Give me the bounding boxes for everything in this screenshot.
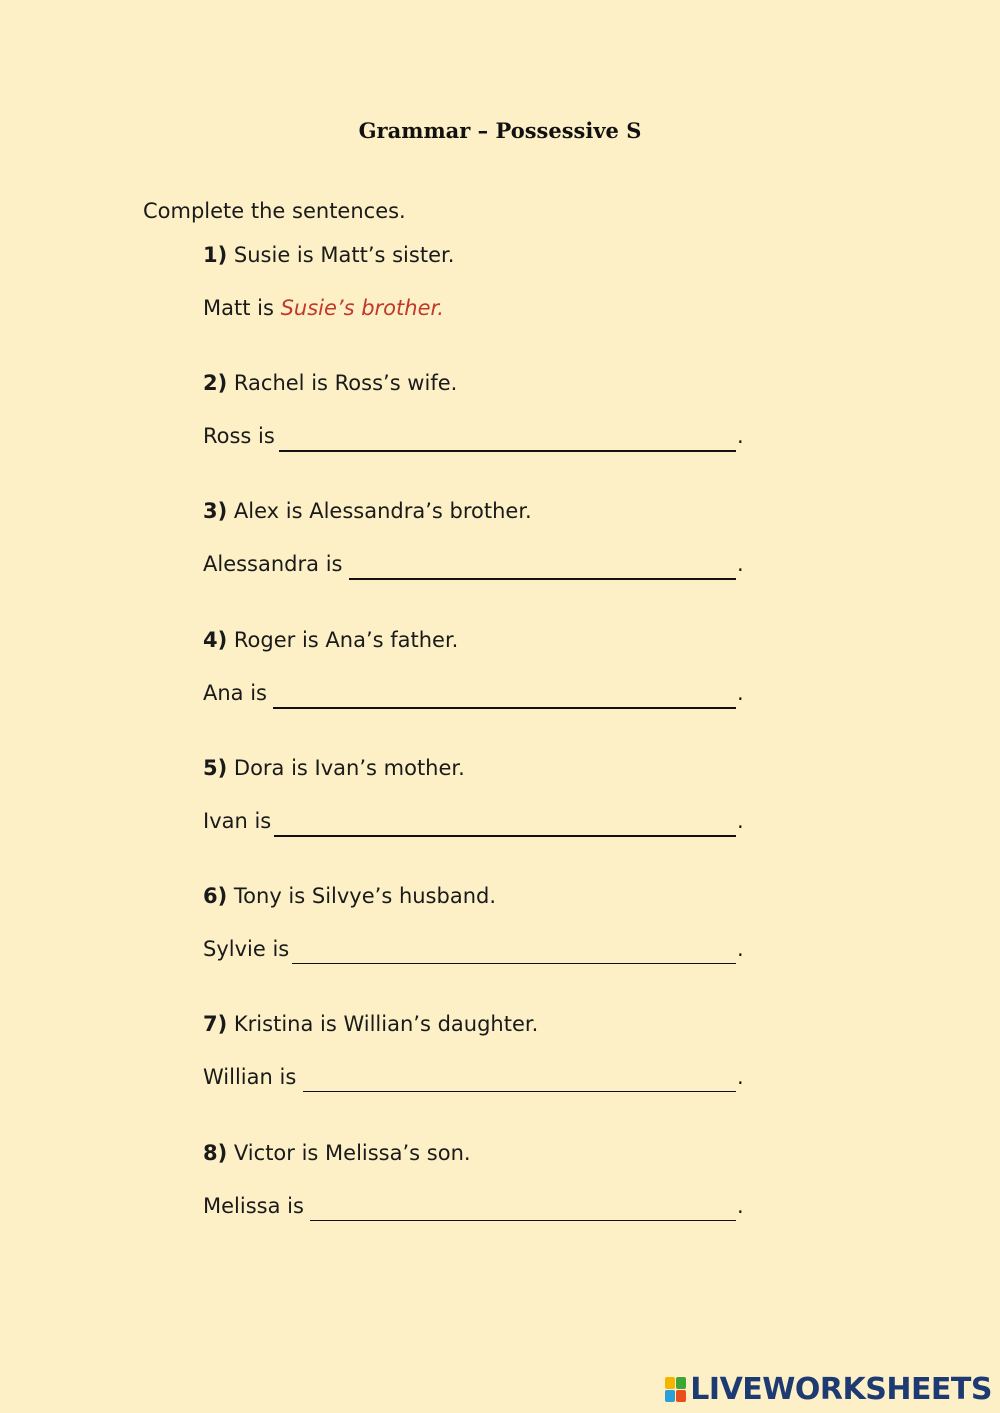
logo-tile-1 bbox=[665, 1377, 675, 1389]
question-sentence: Rachel is Ross’s wife. bbox=[233, 371, 458, 395]
sentence-period: . bbox=[737, 809, 744, 833]
question-sentence: Victor is Melissa’s son. bbox=[233, 1141, 471, 1165]
question-number: 7) bbox=[203, 1012, 228, 1036]
question-sentence: Roger is Ana’s father. bbox=[233, 628, 459, 652]
question-number: 1) bbox=[203, 243, 228, 267]
sentence-period: . bbox=[737, 424, 744, 448]
question-sentence: Susie is Matt’s sister. bbox=[233, 243, 455, 267]
page-title: Grammar – Possessive S bbox=[358, 118, 642, 143]
answer-input-5[interactable] bbox=[274, 810, 736, 836]
logo-tile-4 bbox=[676, 1390, 686, 1402]
answer-input-4[interactable] bbox=[273, 682, 736, 708]
answer-prompt-6: Sylvie is bbox=[203, 937, 290, 961]
question-4 bbox=[203, 628, 458, 652]
answer-input-7[interactable] bbox=[303, 1066, 736, 1092]
question-5 bbox=[203, 756, 465, 780]
question-sentence: Dora is Ivan’s mother. bbox=[233, 756, 465, 780]
liveworksheets-logo-icon bbox=[665, 1377, 686, 1402]
question-number: 3) bbox=[203, 499, 228, 523]
question-number: 5) bbox=[203, 756, 228, 780]
question-2 bbox=[203, 371, 457, 395]
sentence-period: . bbox=[737, 1194, 744, 1218]
sentence-period: . bbox=[737, 1065, 744, 1089]
instructions: Complete the sentences. bbox=[143, 199, 406, 223]
answer-input-6[interactable] bbox=[292, 938, 736, 964]
question-6 bbox=[203, 884, 496, 908]
answer-input-3[interactable] bbox=[349, 553, 736, 579]
answer-prompt-5: Ivan is bbox=[203, 809, 272, 833]
question-number: 2) bbox=[203, 371, 228, 395]
example-answer: Susie’s brother. bbox=[280, 296, 444, 320]
answer-prompt-7: Willian is bbox=[203, 1065, 297, 1089]
liveworksheets-brand bbox=[665, 1372, 992, 1407]
brand-name: LIVEWORKSHEETS bbox=[690, 1372, 992, 1407]
answer-prompt-4: Ana is bbox=[203, 681, 267, 705]
answer-input-2[interactable] bbox=[279, 425, 736, 451]
sentence-period: . bbox=[737, 937, 744, 961]
sentence-period: . bbox=[737, 552, 744, 576]
question-3 bbox=[203, 499, 532, 523]
logo-tile-2 bbox=[676, 1377, 686, 1389]
question-sentence: Tony is Silvye’s husband. bbox=[233, 884, 497, 908]
question-number: 6) bbox=[203, 884, 228, 908]
answer-line-1 bbox=[203, 296, 444, 320]
question-sentence: Kristina is Willian’s daughter. bbox=[233, 1012, 539, 1036]
question-sentence: Alex is Alessandra’s brother. bbox=[233, 499, 532, 523]
question-1 bbox=[203, 243, 454, 267]
question-8 bbox=[203, 1141, 471, 1165]
answer-prompt: Matt is bbox=[203, 296, 274, 320]
answer-prompt-2: Ross is bbox=[203, 424, 275, 448]
question-number: 4) bbox=[203, 628, 228, 652]
answer-prompt-3: Alessandra is bbox=[203, 552, 343, 576]
logo-tile-3 bbox=[665, 1390, 675, 1402]
sentence-period: . bbox=[737, 681, 744, 705]
question-7 bbox=[203, 1012, 538, 1036]
answer-prompt-8: Melissa is bbox=[203, 1194, 304, 1218]
question-number: 8) bbox=[203, 1141, 228, 1165]
answer-input-8[interactable] bbox=[310, 1195, 736, 1221]
